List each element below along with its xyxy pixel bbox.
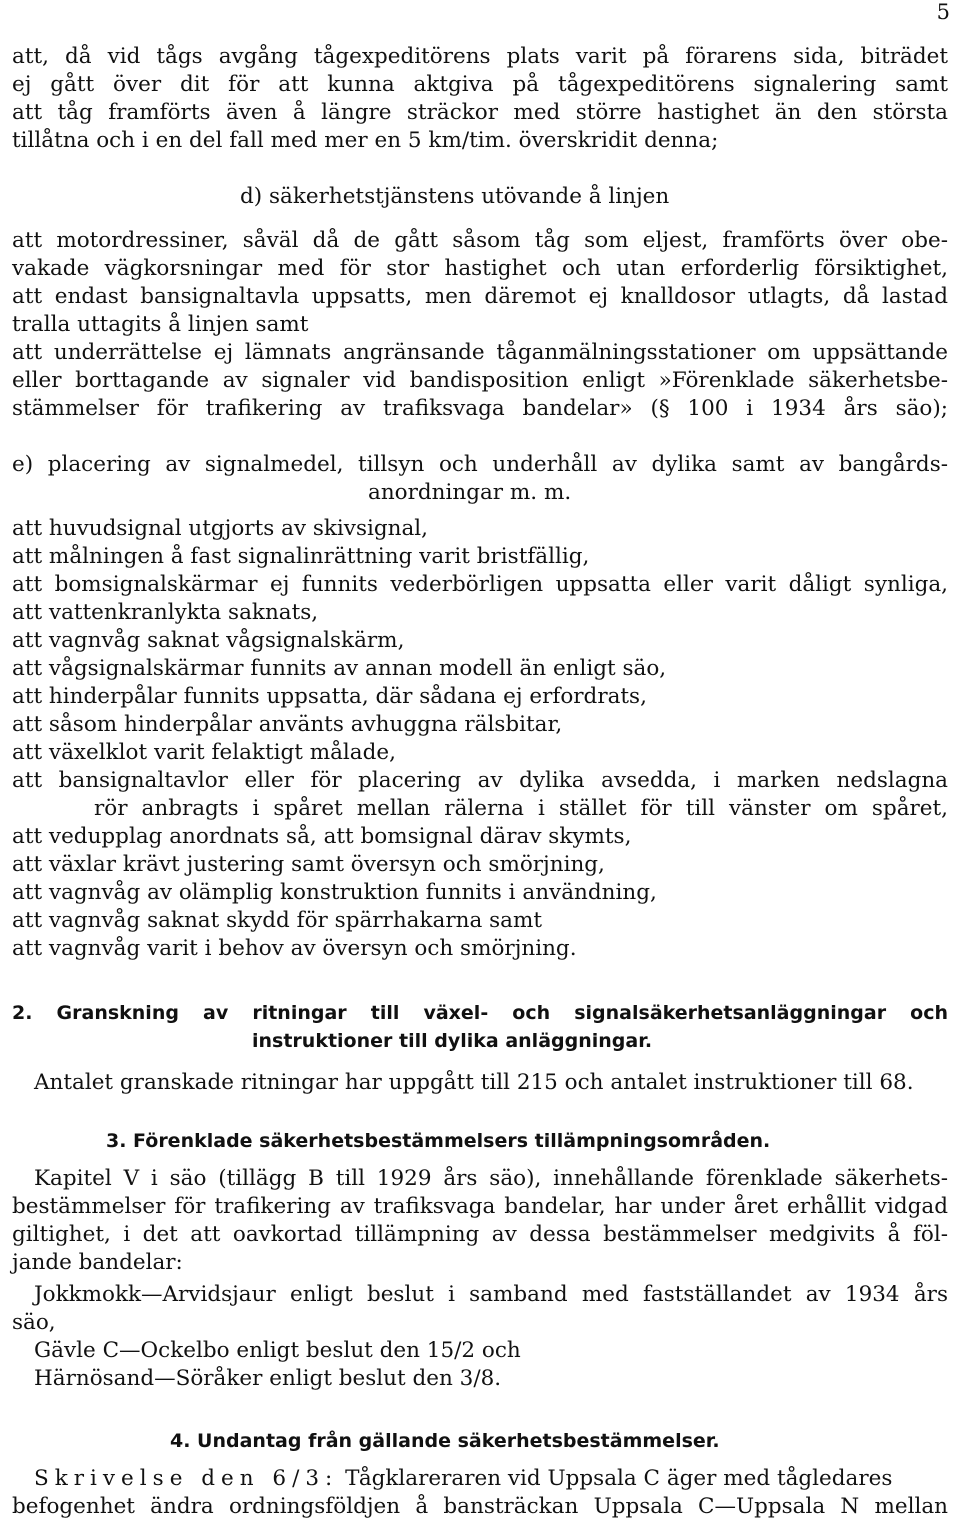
text-line-rest: Tågklareraren vid Uppsala C äger med tågledares [338, 1466, 893, 1491]
section-e-title: e) placering av signalmedel, tillsyn och underhåll av dylika samt av bangårds- [12, 452, 948, 477]
text-line: att, då vid tågs avgång tågexpeditörens plats varit på förarens sida, biträdet [12, 44, 948, 69]
text-line: vakade vägkorsningar med för stor hastighet och utan erforderlig försiktighet, [12, 256, 948, 281]
text-line: befogenhet ändra ordningsföldjen å bansträckan Uppsala C—Uppsala N mellan [12, 1494, 948, 1519]
list-item: att huvudsignal utgjorts av skivsignal, [12, 516, 429, 541]
text-line: att endast bansignaltavla uppsatts, men däremot ej knalldosor utlagts, då lastad [12, 284, 948, 309]
text-line: att underrättelse ej lämnats angränsande tåganmälningsstationer om uppsättande [12, 340, 948, 365]
section-heading-2: 2. Granskning av ritningar till växel- och signalsäkerhetsanläggningar och [12, 1002, 948, 1024]
page-number: 5 [936, 0, 950, 24]
text-line: att motordressiner, såväl då de gått såsom tåg som eljest, framförts över obe- [12, 228, 948, 253]
section-heading-2-cont: instruktioner till dylika anläggningar. [252, 1030, 653, 1052]
text-line: Jokkmokk—Arvidsjaur enligt beslut i samband med fastställandet av 1934 års [34, 1282, 948, 1307]
text-line: jande bandelar: [12, 1250, 183, 1275]
list-item: att vågsignalskärmar funnits av annan modell än enligt säo, [12, 656, 667, 681]
list-item: att växlar krävt justering samt översyn och smörjning, [12, 852, 605, 877]
text-line: att tåg framförts även å längre sträckor med större hastighet än den största [12, 100, 948, 125]
list-item: att vedupplag anordnats så, att bomsignal därav skymts, [12, 824, 632, 849]
text-line: giltighet, i det att oavkortad tillämpning av dessa bestämmelser medgivits å föl- [12, 1222, 948, 1247]
list-item: att vagnvåg av olämplig konstruktion funnits i användning, [12, 880, 657, 905]
list-item-cont: rör anbragts i spåret mellan rälerna i stället för till vänster om spåret, [94, 796, 948, 821]
list-item: att vattenkranlykta saknats, [12, 600, 319, 625]
text-line: tillåtna och i en del fall med mer en 5 km/tim. överskridit denna; [12, 128, 719, 153]
text-line: Härnösand—Söråker enligt beslut den 3/8. [34, 1366, 502, 1391]
section-e-title-cont: anordningar m. m. [368, 480, 572, 505]
text-line: säo, [12, 1310, 56, 1335]
section-d-title: d) säkerhetstjänstens utövande å linjen [240, 184, 670, 209]
spaced-label: Skrivelse den 6/3: [34, 1466, 339, 1491]
section-heading-3: 3. Förenklade säkerhetsbestämmelsers tillämpningsområden. [106, 1130, 771, 1152]
list-item: att såsom hinderpålar använts avhuggna rälsbitar, [12, 712, 563, 737]
list-item: att målningen å fast signalinrättning varit bristfällig, [12, 544, 590, 569]
text-line: bestämmelser för trafikering av trafiksvaga bandelar, har under året erhållit vidgad [12, 1194, 948, 1219]
text-line [34, 1466, 892, 1492]
list-item: att bomsignalskärmar ej funnits vederbörligen uppsatta eller varit dåligt synliga, [12, 572, 948, 597]
list-item: att hinderpålar funnits uppsatta, där sådana ej erfordrats, [12, 684, 647, 709]
section-heading-4: 4. Undantag från gällande säkerhetsbestämmelser. [170, 1430, 720, 1452]
text-line: ej gått över dit för att kunna aktgiva på tågexpeditörens signalering samt [12, 72, 948, 97]
text-line: tralla uttagits å linjen samt [12, 312, 309, 337]
text-line: Antalet granskade ritningar har uppgått till 215 och antalet instruktioner till 68. [34, 1070, 914, 1095]
list-item: att vagnvåg saknat skydd för spärrhakarna samt [12, 908, 543, 933]
list-item: att växelklot varit felaktigt målade, [12, 740, 396, 765]
text-line: eller borttagande av signaler vid bandisposition enligt »Förenklade säkerhetsbe- [12, 368, 948, 393]
list-item: att vagnvåg saknat vågsignalskärm, [12, 628, 405, 653]
list-item: att vagnvåg varit i behov av översyn och smörjning. [12, 936, 577, 961]
text-line: stämmelser för trafikering av trafiksvaga bandelar» (§ 100 i 1934 års säo); [12, 396, 948, 421]
text-line: Kapitel V i säo (tillägg B till 1929 års säo), innehållande förenklade säkerhets- [34, 1166, 948, 1191]
text-line: Gävle C—Ockelbo enligt beslut den 15/2 och [34, 1338, 521, 1363]
list-item: att bansignaltavlor eller för placering av dylika avsedda, i marken nedslagna [12, 768, 948, 793]
